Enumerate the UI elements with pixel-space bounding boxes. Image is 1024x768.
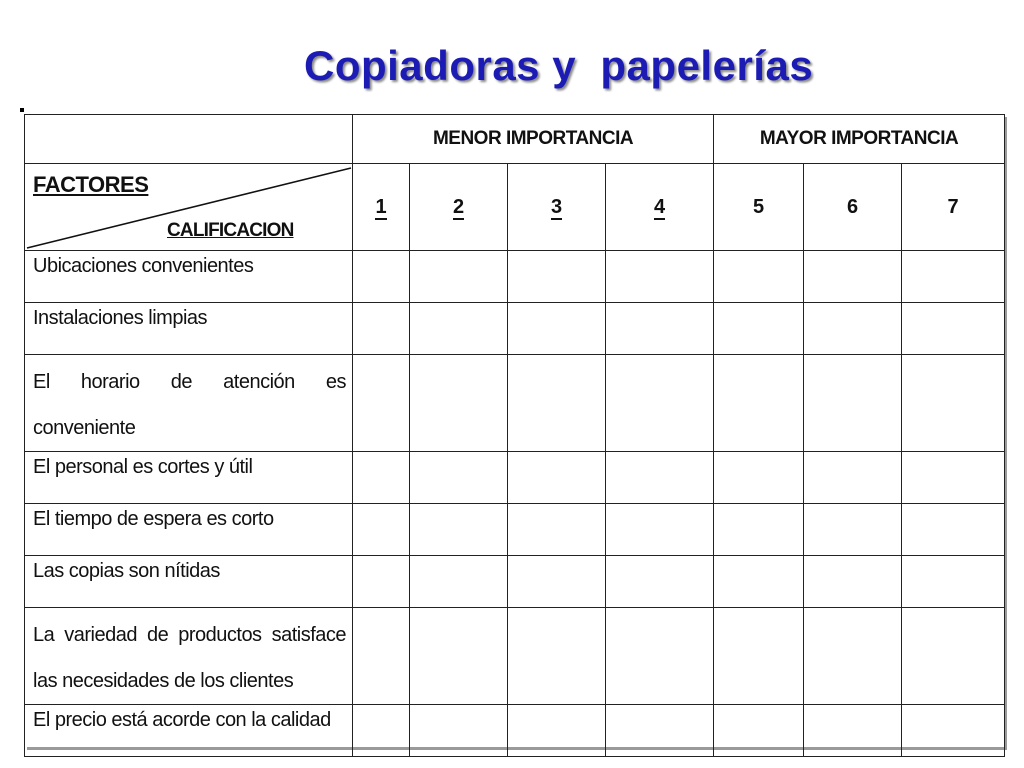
- table-row: [25, 452, 1005, 504]
- rating-cell[interactable]: [902, 303, 1005, 355]
- rating-cell[interactable]: [804, 556, 902, 608]
- rating-cell[interactable]: [714, 303, 804, 355]
- rating-cell[interactable]: [353, 705, 410, 757]
- rating-cell[interactable]: [353, 303, 410, 355]
- factor-text-line1: Ubicaciones convenientes: [33, 255, 254, 277]
- table-row: [25, 608, 1005, 705]
- factor-text-line1: Instalaciones limpias: [33, 307, 208, 329]
- table-row: [25, 251, 1005, 303]
- calificacion-label: CALIFICACION: [167, 220, 294, 241]
- rating-cell[interactable]: [902, 608, 1005, 705]
- factor-text-line1: El horario de atención es: [33, 371, 346, 393]
- rating-cell[interactable]: [902, 452, 1005, 504]
- scale-header-4: [606, 164, 714, 251]
- rating-cell[interactable]: [902, 705, 1005, 757]
- rating-cell[interactable]: [714, 556, 804, 608]
- rating-cell[interactable]: [508, 556, 606, 608]
- rating-cell[interactable]: [902, 556, 1005, 608]
- factor-label: [25, 355, 353, 452]
- rating-cell[interactable]: [804, 251, 902, 303]
- rating-cell[interactable]: [804, 355, 902, 452]
- rating-cell[interactable]: [508, 608, 606, 705]
- group-high-importance: MAYOR IMPORTANCIA: [714, 115, 1005, 164]
- rating-cell[interactable]: [410, 355, 508, 452]
- rating-cell[interactable]: [508, 355, 606, 452]
- table-row: [25, 355, 1005, 452]
- scale-header-3: [508, 164, 606, 251]
- factor-text-line1: El tiempo de espera es corto: [33, 508, 274, 530]
- scale-number: 3: [550, 195, 563, 218]
- factor-text-line2: conveniente: [33, 417, 136, 439]
- rating-cell[interactable]: [508, 303, 606, 355]
- rating-cell[interactable]: [714, 705, 804, 757]
- rating-cell[interactable]: [508, 452, 606, 504]
- page-title: Copiadoras y papelerías: [304, 42, 814, 89]
- rating-cell[interactable]: [410, 303, 508, 355]
- scale-number: 2: [452, 195, 465, 218]
- rating-cell[interactable]: [606, 452, 714, 504]
- rating-cell[interactable]: [606, 303, 714, 355]
- rating-cell[interactable]: [902, 504, 1005, 556]
- rating-cell[interactable]: [410, 251, 508, 303]
- table-row: [25, 556, 1005, 608]
- group-header-row: [25, 115, 1005, 164]
- rating-cell[interactable]: [804, 452, 902, 504]
- factor-text-line1: Las copias son nítidas: [33, 560, 220, 582]
- rating-cell[interactable]: [804, 608, 902, 705]
- rating-cell[interactable]: [714, 355, 804, 452]
- scale-header-row: [25, 164, 1005, 251]
- rating-cell[interactable]: [508, 251, 606, 303]
- table-row: [25, 504, 1005, 556]
- rating-cell[interactable]: [353, 251, 410, 303]
- factor-label: [25, 705, 353, 757]
- rating-table: [24, 114, 1005, 757]
- scale-number: 5: [752, 195, 765, 218]
- rating-cell[interactable]: [902, 251, 1005, 303]
- scale-number: 7: [947, 195, 959, 218]
- table-row: [25, 705, 1005, 757]
- factor-text-line1: El precio está acorde con la calidad: [33, 709, 331, 731]
- rating-cell[interactable]: [606, 705, 714, 757]
- rating-cell[interactable]: [606, 504, 714, 556]
- rating-cell[interactable]: [714, 504, 804, 556]
- rating-cell[interactable]: [606, 608, 714, 705]
- factor-label: [25, 303, 353, 355]
- rating-cell[interactable]: [410, 556, 508, 608]
- factor-label: [25, 251, 353, 303]
- rating-cell[interactable]: [804, 705, 902, 757]
- factores-label: FACTORES: [33, 172, 149, 197]
- factors-rating-header: [25, 164, 353, 251]
- blank-corner-cell: [25, 115, 353, 164]
- factor-label: [25, 504, 353, 556]
- rating-cell[interactable]: [714, 608, 804, 705]
- rating-cell[interactable]: [353, 504, 410, 556]
- rating-cell[interactable]: [714, 452, 804, 504]
- table-row: [25, 303, 1005, 355]
- rating-cell[interactable]: [508, 705, 606, 757]
- rating-cell[interactable]: [606, 251, 714, 303]
- scale-header-5: [714, 164, 804, 251]
- rating-cell[interactable]: [804, 303, 902, 355]
- rating-cell[interactable]: [606, 355, 714, 452]
- rating-cell[interactable]: [353, 452, 410, 504]
- rating-cell[interactable]: [902, 355, 1005, 452]
- scale-header-2: [410, 164, 508, 251]
- group-low-importance: MENOR IMPORTANCIA: [353, 115, 714, 164]
- rating-cell[interactable]: [804, 504, 902, 556]
- rating-cell[interactable]: [410, 504, 508, 556]
- rating-cell[interactable]: [353, 608, 410, 705]
- rating-cell[interactable]: [410, 452, 508, 504]
- scale-header-6: [804, 164, 902, 251]
- rating-cell[interactable]: [410, 705, 508, 757]
- scale-number: 6: [846, 195, 859, 218]
- rating-cell[interactable]: [353, 355, 410, 452]
- scale-header-1: [353, 164, 410, 251]
- factor-label: [25, 608, 353, 705]
- bullet-dot: [20, 108, 24, 112]
- rating-cell[interactable]: [353, 556, 410, 608]
- factor-label: [25, 452, 353, 504]
- factor-label: [25, 556, 353, 608]
- scale-header-7: [902, 164, 1005, 251]
- rating-cell[interactable]: [508, 504, 606, 556]
- rating-cell[interactable]: [606, 556, 714, 608]
- scale-number: 1: [375, 195, 387, 218]
- rating-cell[interactable]: [714, 251, 804, 303]
- rating-cell[interactable]: [410, 608, 508, 705]
- factor-text-line1: El personal es cortes y útil: [33, 456, 253, 478]
- factor-text-line2: las necesidades de los clientes: [33, 670, 294, 692]
- scale-number: 4: [653, 195, 666, 218]
- factor-text-line1: La variedad de productos satisface: [33, 624, 346, 646]
